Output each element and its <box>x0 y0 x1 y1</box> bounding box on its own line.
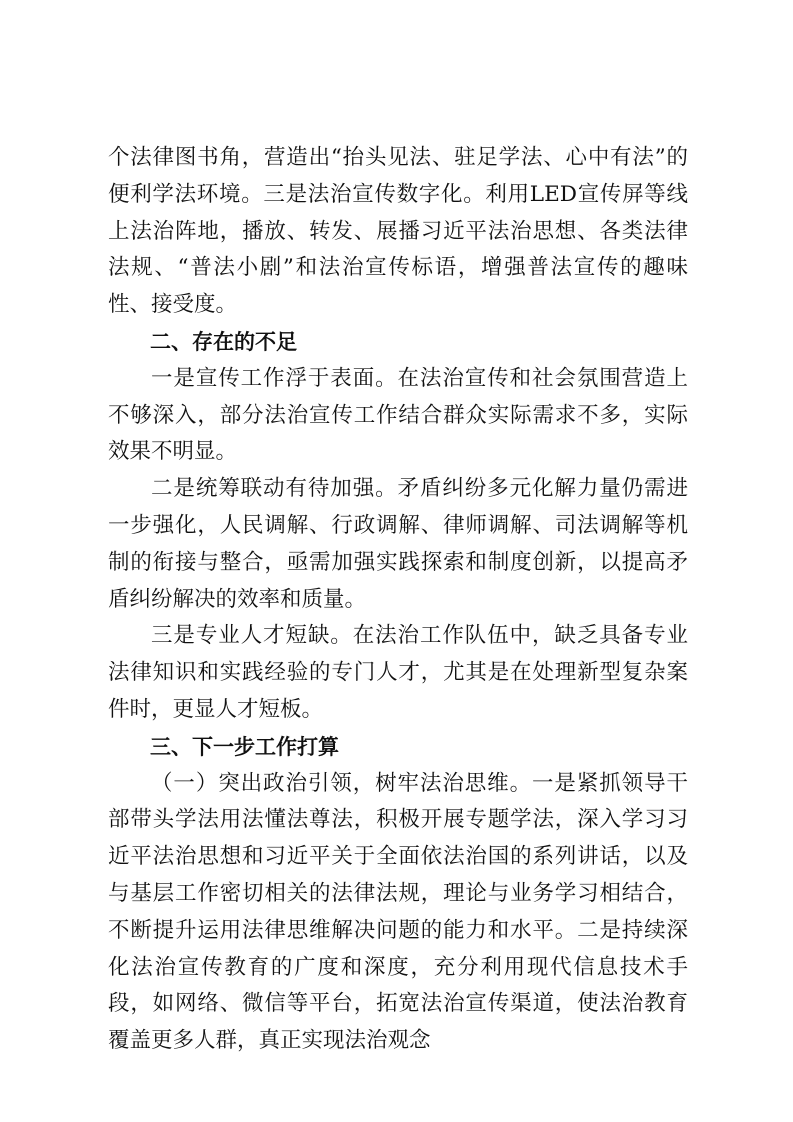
paragraph-shortcoming-1: 一是宣传工作浮于表面。在法治宣传和社会氛围营造上不够深入，部分法治宣传工作结合群众实际需求不多，实际效果不明显。 <box>108 365 688 465</box>
section-heading-shortcomings: 二、存在的不足 <box>150 329 297 354</box>
document-body <box>108 140 688 1060</box>
paragraph-next-step-1: （一）突出政治引领，树牢法治思维。一是紧抓领导干部带头学法用法懂法尊法，积极开展专题学法，深入学习习近平法治思想和习近平关于全面依法治国的系列讲话，以及与基层工作密切相关的法律法规，理论与业务学习相结合，不断提升运用法律思维解决问题的能力和水平。二是持续深化法治宣传教育的广度和深度，充分利用现代信息技术手段，如网络、微信等平台，拓宽法治宣传渠道，使法治教育覆盖更多人群，真正实现法治观念 <box>108 770 688 1054</box>
section-heading-next-steps: 三、下一步工作打算 <box>150 734 339 759</box>
paragraph-shortcoming-2: 二是统筹联动有待加强。矛盾纠纷多元化解力量仍需进一步强化，人民调解、行政调解、律师调解、司法调解等机制的衔接与整合，亟需加强实践探索和制度创新，以提高矛盾纠纷解决的效率和质量。 <box>108 476 688 612</box>
paragraph-continuation: 个法律图书角，营造出“抬头见法、驻足学法、心中有法”的便利学法环境。三是法治宣传数字化。利用LED宣传屏等线上法治阵地，播放、转发、展播习近平法治思想、各类法律法规、“普法小剧”和法治宣传标语，增强普法宣传的趣味性、接受度。 <box>108 145 688 318</box>
paragraph-shortcoming-3: 三是专业人才短缺。在法治工作队伍中，缺乏具备专业法律知识和实践经验的专门人才，尤其是在处理新型复杂案件时，更显人才短板。 <box>108 623 688 722</box>
